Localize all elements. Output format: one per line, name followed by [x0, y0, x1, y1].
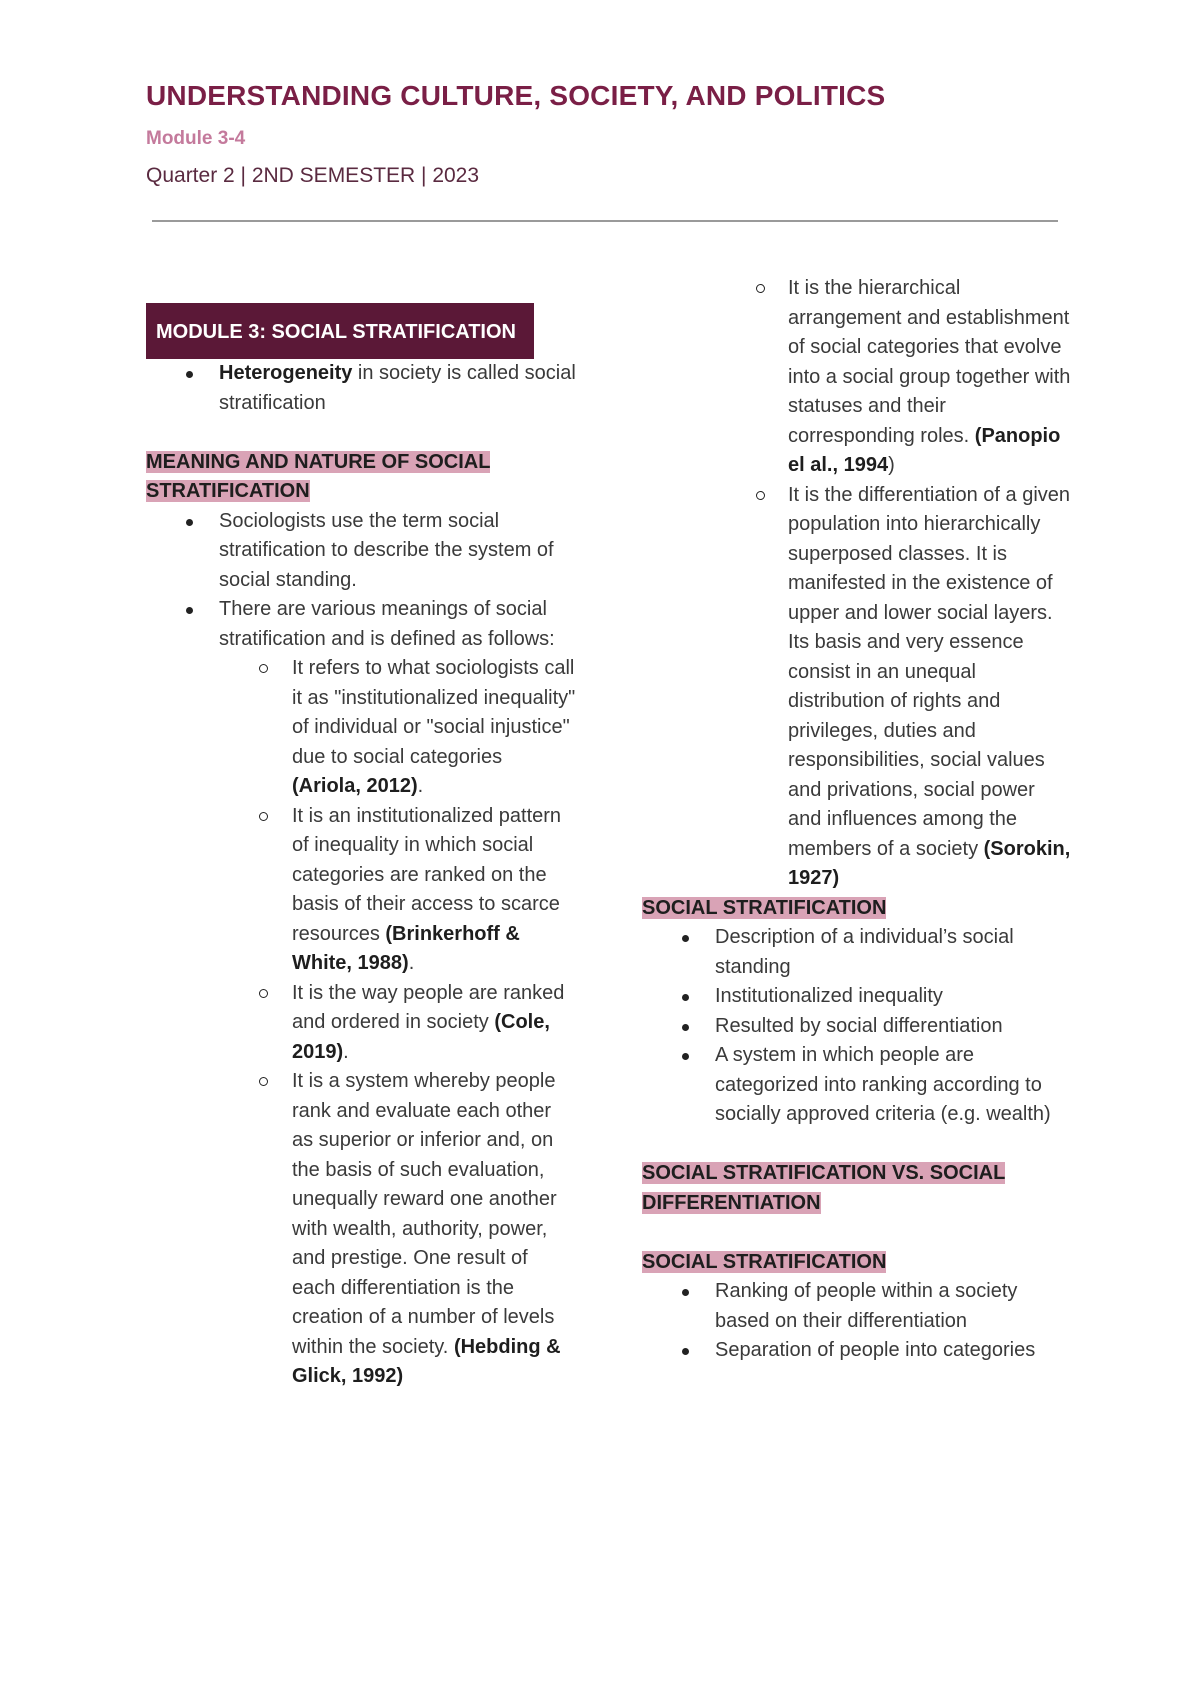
definition-item: It refers to what sociologists call it as "institutionalized inequality" of individual or "social injustice" due to social categories (Ariola, 2012). [219, 654, 576, 802]
document-title: UNDERSTANDING CULTURE, SOCIETY, AND POLITICS [146, 80, 886, 111]
definitions-list-continued [642, 274, 1072, 894]
citation: (Hebding & Glick, 1992) [292, 1335, 561, 1387]
quarter-label: Quarter 2 | 2ND SEMESTER | 2023 [146, 164, 480, 187]
definition-item: It is a system whereby people rank and evaluate each other as superior or inferior and, on the basis of such evaluation, unequally reward one another with wealth, authority, power, and prestige. One result of each differentiation is the creation of a number of levels within the society. (Hebding & Glick, 1992) [219, 1067, 576, 1392]
definition-item: It is the differentiation of a given population into hierarchically superposed classes. It is manifested in the existence of upper and lower social layers. Its basis and very essence consist in an unequal distribution of rights and privileges, duties and responsibilities, social values and privations, social power and influences among the members of a society (Sorokin, 1927) [642, 481, 1072, 894]
list-item: Sociologists use the term social stratification to describe the system of social standing. [146, 507, 576, 596]
section-heading: MEANING AND NATURE OF SOCIAL STRATIFICATION [146, 450, 491, 502]
intro-list [146, 359, 576, 418]
list-item: Resulted by social differentiation [642, 1012, 1072, 1042]
citation: (Ariola, 2012) [292, 775, 418, 797]
right-column [642, 274, 1072, 1366]
list-item: Separation of people into categories [642, 1336, 1072, 1366]
section-heading: SOCIAL STRATIFICATION [642, 896, 887, 919]
definitions-list [219, 654, 576, 1392]
section-heading: SOCIAL STRATIFICATION [642, 1250, 887, 1273]
module-label: Module 3-4 [146, 128, 246, 149]
list-item [146, 359, 576, 418]
header-divider [152, 220, 1058, 222]
term-heterogeneity: Heterogeneity [219, 362, 353, 384]
list-item: Ranking of people within a society based on their differentiation [642, 1277, 1072, 1336]
list-item: Description of a individual’s social standing [642, 923, 1072, 982]
citation: (Brinkerhoff & White, 1988) [292, 922, 520, 974]
list-item: There are various meanings of social stratification and is defined as follows: It refers to what sociologists call it as "institutionalized inequality" of individual or "social injustice" due to social categories (Ariola, 2012). It is an institutionalized pattern of inequality in which social categories are ranked on the basis of their access to scarce resources (Brinkerhoff & White, 1988). It is the way people are ranked and ordered in society (Cole, 2019). It is a system whereby people rank and evaluate each other as superior or inferior and, on the basis of such evaluation, unequally reward one another with wealth, authority, power, and prestige. One result of each differentiation is the creation of a number of levels within the society. (Hebding & Glick, 1992) [146, 595, 576, 1392]
module-banner: MODULE 3: SOCIAL STRATIFICATION [146, 303, 534, 359]
definition-item: It is the way people are ranked and ordered in society (Cole, 2019). [219, 979, 576, 1068]
left-column [146, 303, 576, 1392]
intro-text: in society is called social stratification [219, 362, 576, 414]
citation: (Cole, 2019) [292, 1011, 550, 1063]
definition-item: It is the hierarchical arrangement and establishment of social categories that evolve into a social group together with statuses and their corresponding roles. (Panopio el al., 1994) [642, 274, 1072, 481]
meaning-list [146, 507, 576, 1392]
definition-item: It is an institutionalized pattern of inequality in which social categories are ranked on the basis of their access to scarce resources (Brinkerhoff & White, 1988). [219, 802, 576, 979]
section-heading: SOCIAL STRATIFICATION VS. SOCIAL DIFFERENTIATION [642, 1162, 1006, 1214]
social-stratification-list [642, 923, 1072, 1130]
citation: (Sorokin, 1927) [788, 837, 1071, 889]
citation: (Panopio el al., 1994 [788, 424, 1061, 476]
list-item: Institutionalized inequality [642, 982, 1072, 1012]
stratification-vs-list [642, 1277, 1072, 1366]
list-item: A system in which people are categorized into ranking according to socially approved criteria (e.g. wealth) [642, 1041, 1072, 1130]
